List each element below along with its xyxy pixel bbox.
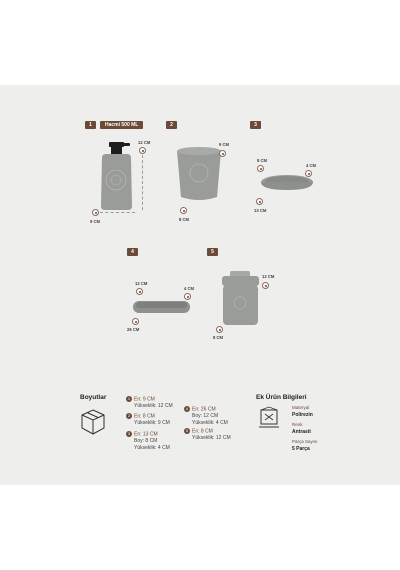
product-4-number: 4	[127, 248, 138, 256]
product-1-height-marker	[139, 147, 146, 154]
product-5-width-label: 8 CM	[213, 335, 224, 340]
spec-1-line-2: Yükseklik: 12 CM	[134, 403, 173, 410]
jar-image	[218, 270, 263, 330]
spec-item-4	[184, 406, 228, 427]
product-4-length-marker	[132, 318, 139, 325]
spec-4-line-1: En: 26 CM	[192, 406, 216, 413]
extra-info-title: Ek Ürün Bilgileri	[256, 394, 307, 401]
spec-4-number: 4	[185, 406, 189, 411]
product-1-height-line	[142, 155, 143, 210]
product-5-number: 5	[207, 248, 218, 256]
spec-4-line-3: Yükseklik: 4 CM	[192, 420, 228, 427]
product-2-width-label: 8 CM	[179, 217, 190, 222]
spec-3-line-3: Yükseklik: 4 CM	[134, 445, 170, 452]
spec-1-line-1: En: 9 CM	[134, 396, 155, 403]
product-1-height-label: 12 CM	[138, 140, 151, 145]
product-3-number: 3	[250, 121, 261, 129]
spec-2-number: 2	[127, 413, 131, 418]
material-value: Polirezin	[292, 412, 313, 418]
product-3-height-label: 4 CM	[306, 163, 317, 168]
dimensions-title: Boyutlar	[80, 394, 107, 401]
product-3-length-label: 13 CM	[254, 208, 267, 213]
spec-3-number: 3	[127, 431, 131, 436]
spec-5-line-1: En: 8 CM	[192, 428, 213, 435]
color-label: Renk	[292, 422, 303, 427]
spec-item-5	[184, 428, 231, 442]
spec-4-line-2: Boy: 12 CM	[192, 413, 219, 420]
product-5-height-label: 12 CM	[262, 274, 275, 279]
product-1-number: 1	[85, 121, 96, 129]
spec-2-line-1: En: 8 CM	[134, 413, 155, 420]
product-5-width-marker	[216, 326, 223, 333]
product-5-height-marker	[262, 282, 269, 289]
product-3-width-label: 8 CM	[257, 158, 268, 163]
material-icon	[258, 406, 280, 430]
count-label: Parça Sayısı	[292, 439, 318, 444]
spec-item-3	[126, 431, 170, 452]
product-4-length-label: 26 CM	[127, 327, 140, 332]
spec-3-line-1: En: 13 CM	[134, 431, 158, 438]
spec-5-line-2: Yükseklik: 12 CM	[192, 435, 231, 442]
spec-item-2	[126, 413, 170, 427]
product-1-width-line	[100, 212, 135, 213]
product-1-width-marker	[92, 209, 99, 216]
product-3-length-marker	[256, 198, 263, 205]
product-2-height-label: 9 CM	[219, 142, 230, 147]
product-3-width-marker	[257, 165, 264, 172]
soap-dispenser-image	[96, 140, 141, 215]
volume-badge: Hacmi 500 ML	[100, 121, 143, 129]
product-1-width-label: 9 CM	[90, 219, 101, 224]
spec-5-number: 5	[185, 428, 189, 433]
product-4-height-marker	[136, 288, 143, 295]
spec-2-line-2: Yükseklik: 9 CM	[134, 420, 170, 427]
product-2-height-marker	[219, 150, 226, 157]
soap-dish-image	[260, 172, 315, 197]
box-icon	[80, 408, 106, 436]
color-value: Antrasit	[292, 429, 311, 435]
product-2-width-marker	[180, 207, 187, 214]
tray-image	[132, 298, 192, 318]
product-4-depth-label: 4 CM	[184, 286, 195, 291]
product-4-height-label: 12 CM	[135, 281, 148, 286]
spec-1-number: 1	[127, 396, 131, 401]
count-value: 5 Parça	[292, 446, 310, 452]
product-2-number: 2	[166, 121, 177, 129]
cup-image	[174, 145, 224, 205]
spec-item-1	[126, 396, 173, 410]
spec-3-line-2: Boy: 8 CM	[134, 438, 158, 445]
material-label: Materyal	[292, 405, 310, 410]
